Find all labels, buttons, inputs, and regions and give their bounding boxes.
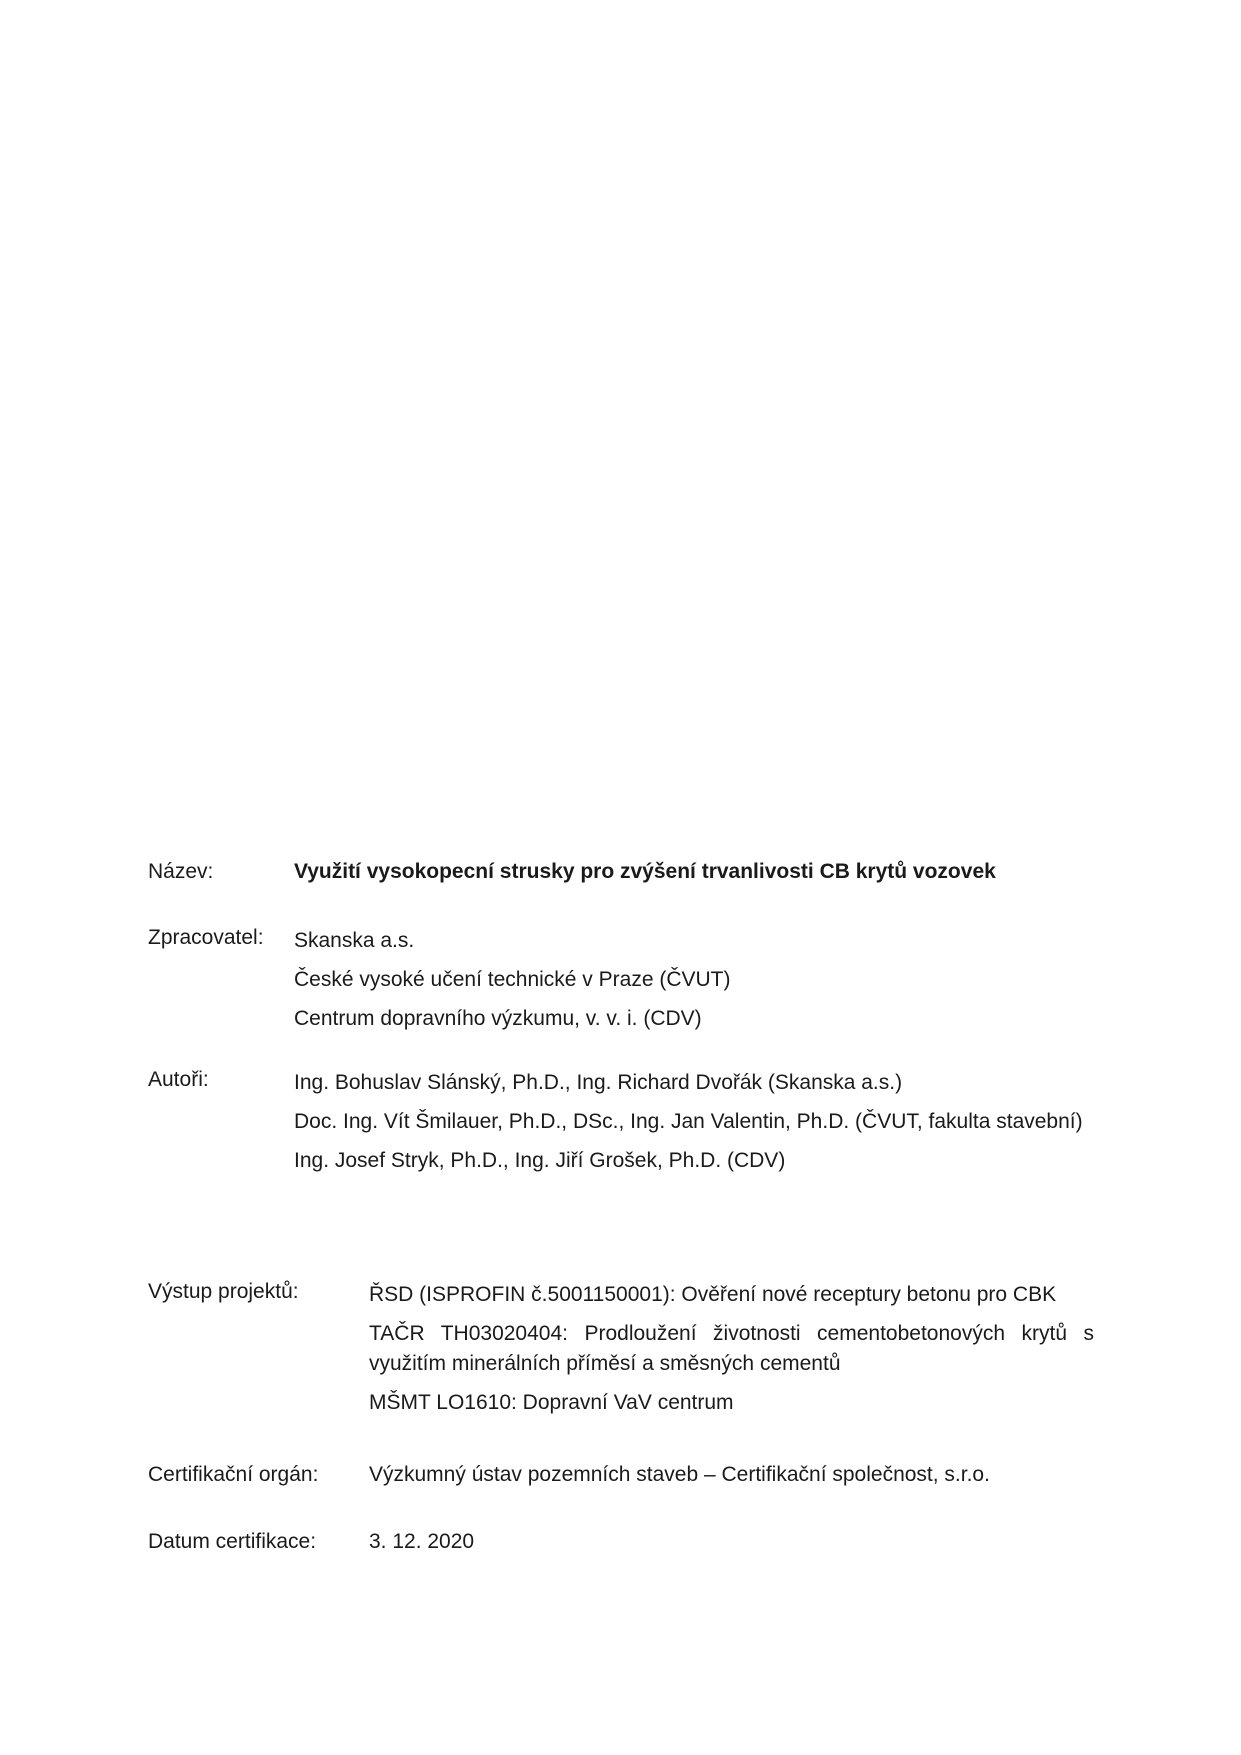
certification-body-value: Výzkumný ústav pozemních staveb – Certifikační společnost, s.r.o. xyxy=(369,1463,990,1486)
project-output-line: TAČR TH03020404: Prodloužení životnosti cementobetonových krytů s využitím minerálních příměsí a směsných cementů xyxy=(369,1322,1094,1375)
processor-line: Skanska a.s. xyxy=(294,929,415,952)
processor-row xyxy=(148,926,1094,1046)
title-row xyxy=(148,860,1094,900)
author-line: Doc. Ing. Vít Šmilauer, Ph.D., DSc., Ing. Jan Valentin, Ph.D. (ČVUT, fakulta stavební) xyxy=(294,1110,1083,1133)
authors-label: Autoři: xyxy=(148,1068,209,1091)
title-value: Využití vysokopecní strusky pro zvýšení trvanlivosti CB krytů vozovek xyxy=(294,860,996,883)
project-output-label: Výstup projektů: xyxy=(148,1280,299,1303)
project-output-line: MŠMT LO1610: Dopravní VaV centrum xyxy=(369,1391,734,1414)
project-output-row xyxy=(148,1280,1094,1440)
processor-line: České vysoké učení technické v Praze (ČVUT) xyxy=(294,968,731,991)
certification-date-label: Datum certifikace: xyxy=(148,1530,317,1553)
certification-body-row xyxy=(148,1463,1094,1503)
certification-body-label: Certifikační orgán: xyxy=(148,1463,319,1486)
processor-label: Zpracovatel: xyxy=(148,926,264,949)
processor-list xyxy=(294,926,1094,1043)
authors-row xyxy=(148,1068,1094,1228)
author-line: Ing. Josef Stryk, Ph.D., Ing. Jiří Grošek, Ph.D. (CDV) xyxy=(294,1149,786,1172)
authors-list xyxy=(294,1068,1094,1185)
project-output-line: ŘSD (ISPROFIN č.5001150001): Ověření nové receptury betonu pro CBK xyxy=(369,1283,1057,1306)
certification-date-value: 3. 12. 2020 xyxy=(369,1530,475,1553)
certification-date-row xyxy=(148,1530,1094,1570)
project-output-list xyxy=(369,1280,1094,1427)
processor-line: Centrum dopravního výzkumu, v. v. i. (CDV) xyxy=(294,1007,702,1030)
title-label: Název: xyxy=(148,860,214,883)
author-line: Ing. Bohuslav Slánský, Ph.D., Ing. Richard Dvořák (Skanska a.s.) xyxy=(294,1071,903,1094)
